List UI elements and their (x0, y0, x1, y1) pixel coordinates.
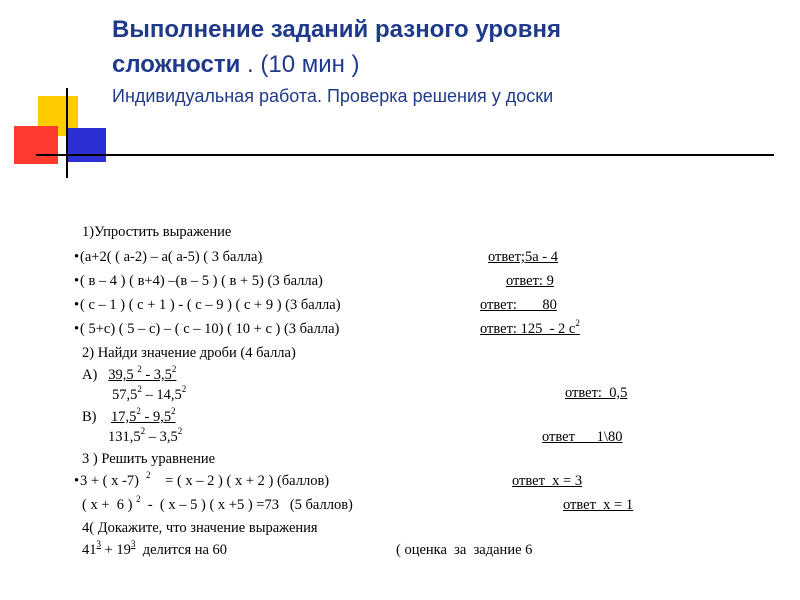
task4-heading: 4( Докажите, что значение выражения (82, 520, 318, 536)
title-time: . (10 мин ) (240, 51, 360, 78)
task4-score: ( оценка за задание 6 (396, 542, 533, 558)
task1-item-2: •( в – 4 ) ( в+4) –(в – 5 ) ( в + 5) (3 балла) (74, 273, 323, 289)
title-line-1: Выполнение заданий разного уровня (112, 16, 561, 43)
task1-item-3: •( с – 1 ) ( с + 1 ) - ( с – 9 ) ( с + 9 ) (3 балла) (74, 297, 341, 313)
task1-answer-3: ответ: 80 (480, 297, 557, 313)
decor-red-square (14, 126, 58, 164)
task4-expression: $41^3 + 19^3$ делится на 60 (82, 539, 228, 558)
decor-vertical-line (66, 88, 68, 178)
slide-title (112, 12, 772, 108)
task3-equation-2: ( х + 6 ) $^2$ - ( х – 5 ) ( х +5 ) =73 (5 баллов) (82, 494, 353, 513)
slide-subtitle: Индивидуальная работа. Проверка решения у доски (112, 86, 554, 106)
task2-a-numerator: А) 39,5 $^2 - 3,5^2$ (82, 364, 177, 383)
task3-answer-2: ответ х = 1 (563, 497, 634, 513)
task1-item-1: •(а+2( ( а-2) – а( а-5) ( 3 балла) (74, 249, 263, 265)
task3-answer-1: ответ х = 3 (512, 473, 583, 489)
task1-answer-4: ответ: 125 - 2 $с^2$ (480, 318, 580, 337)
task3-equation-1: •3 + ( х -7) $^2$ = ( х – 2 ) ( х + 2 ) (баллов) (74, 470, 330, 489)
task1-item-4: •( 5+с) ( 5 – с) – ( с – 10) ( 10 + с ) (3 балла) (74, 321, 340, 337)
task1-answer-1: ответ;5а - 4 (488, 249, 558, 265)
task3-heading: 3 ) Решить уравнение (82, 451, 216, 467)
task2-b-denominator: $131,5^2 - 3,5^2$ (108, 426, 183, 445)
task2-a-denominator: 57,5$^2$ – 14,5$^2$ (112, 384, 187, 403)
decor-horizontal-line (36, 154, 774, 156)
task2-heading: 2) Найди значение дроби (4 балла) (82, 345, 296, 361)
title-bold-word: сложности (112, 51, 241, 78)
task1-answer-2: ответ: 9 (506, 273, 554, 289)
decor-blue-square (66, 128, 106, 162)
task1-heading: 1)Упростить выражение (82, 224, 232, 240)
task2-a-answer: ответ: 0,5 (565, 385, 628, 401)
task2-b-answer: ответ 1\80 (542, 429, 623, 445)
title-line-2 (112, 47, 772, 82)
task2-b-numerator: В) $17,5^2 - 9,5^2$ (82, 406, 176, 425)
